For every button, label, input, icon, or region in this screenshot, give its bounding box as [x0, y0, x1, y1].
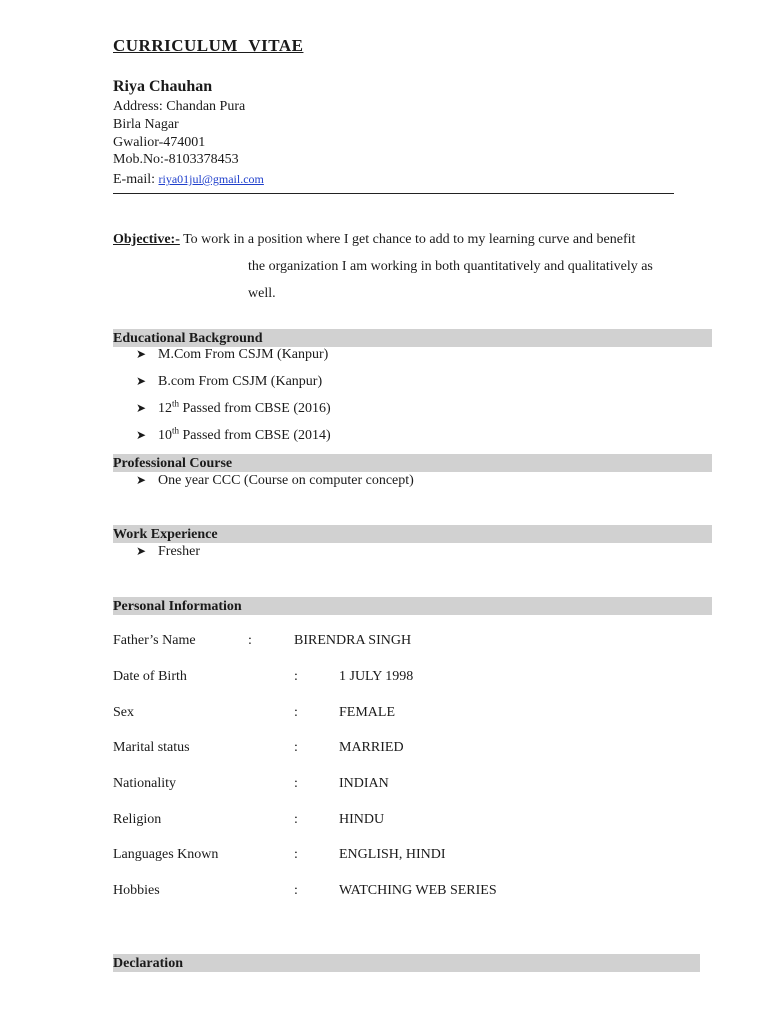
email-label: E-mail:	[113, 172, 159, 187]
section-heading-label: Declaration	[113, 956, 183, 971]
personal-label: Nationality	[113, 776, 176, 791]
list-item: ➤ 12th Passed from CBSE (2016)	[136, 398, 331, 416]
section-heading-work	[113, 525, 712, 543]
candidate-name: Riya Chauhan	[113, 78, 213, 95]
personal-colon: :	[294, 740, 298, 755]
arrow-bullet-icon: ➤	[136, 544, 147, 558]
personal-label: Religion	[113, 812, 162, 827]
personal-colon: :	[294, 847, 298, 862]
section-heading-label: Work Experience	[113, 527, 218, 542]
email-row	[113, 170, 264, 189]
section-heading-education	[113, 329, 712, 347]
list-item: ➤ Fresher	[136, 544, 200, 559]
arrow-bullet-icon: ➤	[136, 473, 147, 487]
section-heading-declaration	[113, 954, 700, 972]
personal-label: Sex	[113, 705, 134, 720]
personal-colon: :	[294, 669, 298, 684]
arrow-bullet-icon: ➤	[136, 428, 147, 442]
address-line: Birla Nagar	[113, 117, 179, 132]
document-title: CURRICULUM VITAE	[113, 36, 304, 55]
address-line: Address: Chandan Pura	[113, 99, 246, 114]
personal-label: Languages Known	[113, 847, 219, 862]
personal-colon: :	[294, 883, 298, 898]
personal-label: Father’s Name	[113, 633, 196, 648]
address-line: Gwalior-474001	[113, 135, 206, 150]
header-divider	[113, 193, 674, 194]
section-heading-label: Professional Course	[113, 456, 233, 471]
personal-label: Marital status	[113, 740, 190, 755]
personal-colon: :	[294, 776, 298, 791]
objective-line-1	[113, 232, 635, 248]
personal-colon: :	[294, 812, 298, 827]
personal-value: HINDU	[339, 812, 385, 827]
section-heading-label: Personal Information	[113, 599, 242, 614]
personal-colon: :	[294, 705, 298, 720]
arrow-bullet-icon: ➤	[136, 374, 147, 388]
personal-value: BIRENDRA SINGH	[294, 633, 412, 648]
list-item: ➤ M.Com From CSJM (Kanpur)	[136, 347, 329, 362]
personal-label: Date of Birth	[113, 669, 187, 684]
list-item: ➤ 10th Passed from CBSE (2014)	[136, 425, 331, 443]
section-heading-personal	[113, 597, 712, 615]
email-link[interactable]: riya01jul@gmail.com	[158, 172, 264, 186]
objective-line-3: well.	[248, 286, 276, 301]
mobile-number: Mob.No:-8103378453	[113, 152, 239, 167]
section-heading-label: Educational Background	[113, 331, 263, 346]
personal-label: Hobbies	[113, 883, 160, 898]
objective-line-2: the organization I am working in both quantitatively and qualitatively as	[248, 259, 653, 274]
list-item: ➤ B.com From CSJM (Kanpur)	[136, 374, 323, 389]
personal-value: 1 JULY 1998	[339, 669, 414, 684]
arrow-bullet-icon: ➤	[136, 347, 147, 361]
section-heading-professional	[113, 454, 712, 472]
list-item: ➤ One year CCC (Course on computer concept)	[136, 473, 414, 488]
personal-value: MARRIED	[339, 740, 404, 755]
personal-value: ENGLISH, HINDI	[339, 847, 446, 862]
objective-label: Objective:-	[113, 232, 180, 247]
objective-text: To work in a position where I get chance to add to my learning curve and benefit	[179, 232, 636, 247]
personal-value: INDIAN	[339, 776, 389, 791]
personal-value: FEMALE	[339, 705, 395, 720]
personal-value: WATCHING WEB SERIES	[339, 883, 497, 898]
personal-colon: :	[248, 633, 252, 648]
arrow-bullet-icon: ➤	[136, 401, 147, 415]
